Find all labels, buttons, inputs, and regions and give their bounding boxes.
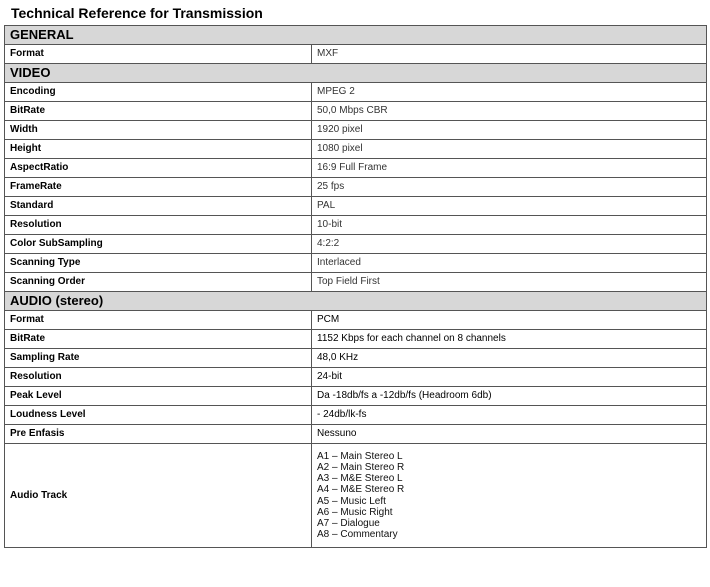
section-heading: VIDEO [5, 64, 707, 83]
table-row [5, 349, 707, 368]
row-label: Format [5, 311, 312, 330]
table-row [5, 197, 707, 216]
row-label: Audio Track [5, 444, 312, 548]
row-label: Scanning Order [5, 273, 312, 292]
row-label: Loudness Level [5, 406, 312, 425]
row-label: Width [5, 121, 312, 140]
table-row [5, 406, 707, 425]
audio-track-item: A5 – Music Left [317, 495, 386, 507]
table-row [5, 83, 707, 102]
row-value: PCM [312, 311, 707, 330]
row-label: Sampling Rate [5, 349, 312, 368]
table-row [5, 159, 707, 178]
row-value: MPEG 2 [312, 83, 707, 102]
audio-track-item: A6 – Music Right [317, 506, 393, 518]
spec-table [4, 25, 707, 548]
table-row [5, 140, 707, 159]
row-label: Format [5, 45, 312, 64]
row-label: Resolution [5, 368, 312, 387]
row-label: FrameRate [5, 178, 312, 197]
row-value: 10-bit [312, 216, 707, 235]
table-row [5, 254, 707, 273]
audio-track-item: A4 – M&E Stereo R [317, 484, 405, 496]
audio-track-item: A2 – Main Stereo R [317, 461, 405, 473]
table-row [5, 311, 707, 330]
section-header-row [5, 64, 707, 83]
table-row [5, 330, 707, 349]
row-value: - 24db/lk-fs [312, 406, 707, 425]
row-value: 1920 pixel [312, 121, 707, 140]
section-heading: AUDIO (stereo) [5, 292, 707, 311]
audio-track-list [312, 444, 707, 548]
row-label: Encoding [5, 83, 312, 102]
row-value: PAL [312, 197, 707, 216]
table-row [5, 45, 707, 64]
table-row [5, 235, 707, 254]
audio-track-item: A1 – Main Stereo L [317, 450, 403, 462]
row-value: Da -18db/fs a -12db/fs (Headroom 6db) [312, 387, 707, 406]
audio-track-item: A7 – Dialogue [317, 517, 380, 529]
section-heading: GENERAL [5, 26, 707, 45]
row-value: Interlaced [312, 254, 707, 273]
row-value: 48,0 KHz [312, 349, 707, 368]
row-value: Top Field First [312, 273, 707, 292]
audio-track-item: A8 – Commentary [317, 529, 398, 541]
audio-track-item: A3 – M&E Stereo L [317, 473, 403, 485]
table-row [5, 273, 707, 292]
row-label: BitRate [5, 330, 312, 349]
row-label: AspectRatio [5, 159, 312, 178]
table-row [5, 387, 707, 406]
spec-table-body [5, 26, 707, 548]
row-value: 50,0 Mbps CBR [312, 102, 707, 121]
row-value: 16:9 Full Frame [312, 159, 707, 178]
row-label: Pre Enfasis [5, 425, 312, 444]
row-label: Color SubSampling [5, 235, 312, 254]
table-row [5, 368, 707, 387]
row-label: Peak Level [5, 387, 312, 406]
row-label: BitRate [5, 102, 312, 121]
row-value: 1080 pixel [312, 140, 707, 159]
document-title: Technical Reference for Transmission [11, 5, 263, 21]
table-row [5, 425, 707, 444]
table-row [5, 102, 707, 121]
section-header-row [5, 292, 707, 311]
table-row [5, 178, 707, 197]
row-value: MXF [312, 45, 707, 64]
section-header-row [5, 26, 707, 45]
row-label: Resolution [5, 216, 312, 235]
row-label: Scanning Type [5, 254, 312, 273]
row-value: Nessuno [312, 425, 707, 444]
audio-track-row [5, 444, 707, 548]
row-value: 25 fps [312, 178, 707, 197]
row-label: Height [5, 140, 312, 159]
table-row [5, 216, 707, 235]
row-value: 1152 Kbps for each channel on 8 channels [312, 330, 707, 349]
row-label: Standard [5, 197, 312, 216]
table-row [5, 121, 707, 140]
row-value: 4:2:2 [312, 235, 707, 254]
row-value: 24-bit [312, 368, 707, 387]
